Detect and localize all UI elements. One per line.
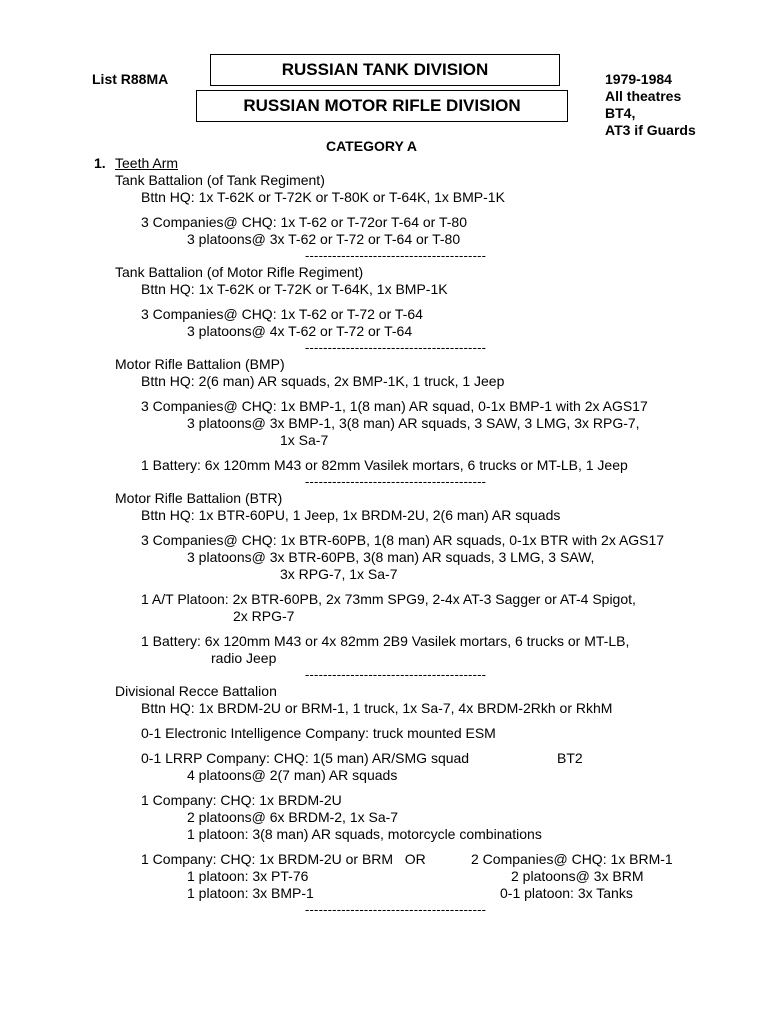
unit-line: 3 Companies@ CHQ: 1x BMP-1, 1(8 man) AR squad, 0-1x BMP-1 with 2x AGS17: [141, 398, 648, 414]
unit-line: 2 platoons@ 3x BRM: [511, 868, 644, 884]
unit-line: 3 platoons@ 3x BMP-1, 3(8 man) AR squads, 3 SAW, 3 LMG, 3x RPG-7,: [187, 415, 640, 431]
title-tank-division-text: RUSSIAN TANK DIVISION: [281, 60, 489, 79]
title-motor-rifle-division: [196, 90, 568, 122]
category-heading: CATEGORY A: [326, 138, 418, 154]
unit-heading: Tank Battalion (of Motor Rifle Regiment): [115, 264, 364, 280]
meta-years: 1979-1984: [605, 71, 672, 87]
unit-heading: Tank Battalion (of Tank Regiment): [115, 172, 325, 188]
unit-line: Bttn HQ: 1x BTR-60PU, 1 Jeep, 1x BRDM-2U, 2(6 man) AR squads: [141, 507, 561, 523]
unit-heading: Motor Rifle Battalion (BTR): [115, 490, 283, 506]
separator: ----------------------------------------: [305, 248, 487, 263]
section-number: 1.: [94, 155, 106, 171]
unit-line: 0-1 platoon: 3x Tanks: [500, 885, 633, 901]
unit-line: Bttn HQ: 2(6 man) AR squads, 2x BMP-1K, 1 truck, 1 Jeep: [141, 373, 505, 389]
separator: ----------------------------------------: [305, 474, 487, 489]
unit-line: Bttn HQ: 1x T-62K or T-72K or T-80K or T-64K, 1x BMP-1K: [141, 189, 505, 205]
title-motor-rifle-division-text: RUSSIAN MOTOR RIFLE DIVISION: [243, 96, 521, 115]
unit-line: 3 Companies@ CHQ: 1x T-62 or T-72 or T-64: [141, 306, 423, 322]
unit-line: Bttn HQ: 1x T-62K or T-72K or T-64K, 1x BMP-1K: [141, 281, 448, 297]
meta-theatres: All theatres: [605, 88, 682, 104]
unit-line: 3 Companies@ CHQ: 1x BTR-60PB, 1(8 man) AR squads, 0-1x BTR with 2x AGS17: [141, 532, 665, 548]
title-tank-division: [210, 54, 560, 86]
unit-line: 1 platoon: 3(8 man) AR squads, motorcycle combinations: [187, 826, 542, 842]
unit-line: 1 platoon: 3x BMP-1: [187, 885, 314, 901]
unit-line: 0-1 Electronic Intelligence Company: truck mounted ESM: [141, 725, 496, 741]
unit-heading: Divisional Recce Battalion: [115, 683, 277, 699]
unit-line: 2 platoons@ 6x BRDM-2, 1x Sa-7: [187, 809, 399, 825]
unit-line: 3 platoons@ 4x T-62 or T-72 or T-64: [187, 323, 413, 339]
unit-line: 2x RPG-7: [233, 608, 295, 624]
unit-line: 3 platoons@ 3x BTR-60PB, 3(8 man) AR squads, 3 LMG, 3 SAW,: [187, 549, 595, 565]
unit-line: BT2: [557, 750, 583, 766]
unit-line: 1 platoon: 3x PT-76: [187, 868, 309, 884]
unit-line: 1 Battery: 6x 120mm M43 or 4x 82mm 2B9 Vasilek mortars, 6 trucks or MT-LB,: [141, 633, 630, 649]
unit-line: 1x Sa-7: [280, 432, 329, 448]
unit-heading: Motor Rifle Battalion (BMP): [115, 356, 285, 372]
unit-line: 4 platoons@ 2(7 man) AR squads: [187, 767, 398, 783]
unit-line: Bttn HQ: 1x BRDM-2U or BRM-1, 1 truck, 1x Sa-7, 4x BRDM-2Rkh or RkhM: [141, 700, 613, 716]
unit-line: 1 Company: CHQ: 1x BRDM-2U or BRM OR: [141, 851, 426, 867]
separator: ----------------------------------------: [305, 340, 487, 355]
meta-bt: BT4,: [605, 105, 636, 121]
unit-line: 3 Companies@ CHQ: 1x T-62 or T-72or T-64 or T-80: [141, 214, 467, 230]
unit-line: 3x RPG-7, 1x Sa-7: [280, 566, 398, 582]
unit-line: radio Jeep: [211, 650, 277, 666]
list-id: List R88MA: [92, 71, 169, 87]
unit-line: 1 Company: CHQ: 1x BRDM-2U: [141, 792, 342, 808]
unit-line: 1 A/T Platoon: 2x BTR-60PB, 2x 73mm SPG9, 2-4x AT-3 Sagger or AT-4 Spigot,: [141, 591, 636, 607]
separator: ----------------------------------------: [305, 667, 487, 682]
section-title: Teeth Arm: [115, 155, 179, 171]
unit-line: 2 Companies@ CHQ: 1x BRM-1: [471, 851, 673, 867]
unit-line: 1 Battery: 6x 120mm M43 or 82mm Vasilek mortars, 6 trucks or MT-LB, 1 Jeep: [141, 457, 628, 473]
separator: ----------------------------------------: [305, 902, 487, 917]
unit-line: 3 platoons@ 3x T-62 or T-72 or T-64 or T-80: [187, 231, 461, 247]
meta-at: AT3 if Guards: [605, 122, 696, 138]
unit-line: 0-1 LRRP Company: CHQ: 1(5 man) AR/SMG squad: [141, 750, 470, 766]
